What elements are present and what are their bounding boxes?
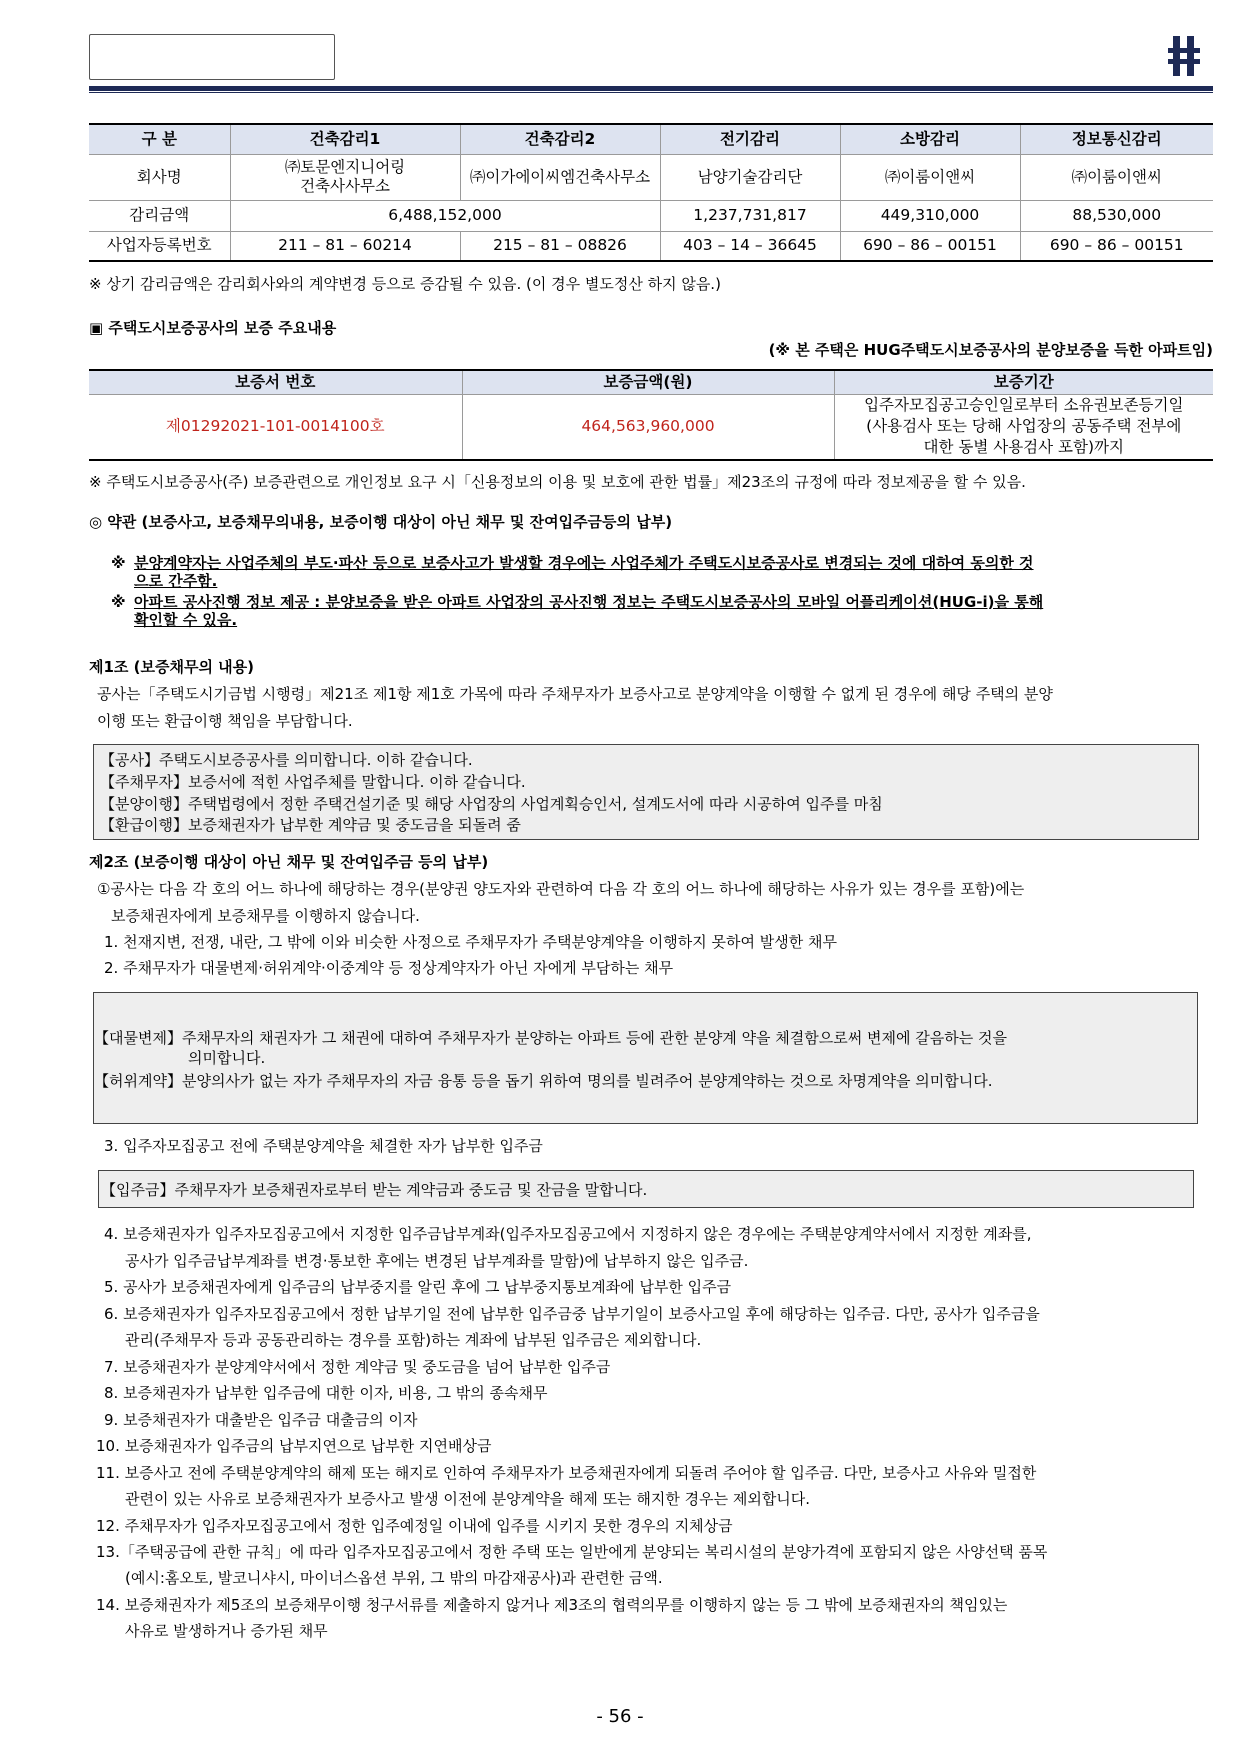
list-item: 14. 보증채권자가 제5조의 보증채무이행 청구서류를 제출하지 않거나 제3조의 협력의무를 이행하지 않는 등 그 밖에 보증채권자의 책임있는 bbox=[96, 1596, 1008, 1614]
list-item: 10. 보증채권자가 입주금의 납부지연으로 납부한 지연배상금 bbox=[96, 1437, 492, 1455]
reg-number: 690 – 86 – 00151 bbox=[1020, 231, 1213, 261]
definition-line: 【대물변제】주채무자의 채권자가 그 채권에 대하여 주채무자가 분양하는 아파트 등에 관한 분양계 약을 체결함으로써 변제에 갈음하는 것을 bbox=[94, 1029, 1007, 1047]
definition-line: 【주채무자】보증서에 적힌 사업주체를 말합니다. 이하 같습니다. bbox=[100, 773, 526, 791]
definition-line: 【환급이행】보증채권자가 납부한 계약금 및 중도금을 되돌려 줌 bbox=[100, 816, 521, 834]
table-header: 정보통신감리 bbox=[1020, 124, 1213, 154]
definition-line: 【분양이행】주택법령에서 정한 주택건설기준 및 해당 사업장의 사업계획승인서, 설계도서에 따라 시공하여 입주를 마침 bbox=[100, 795, 883, 813]
reg-number: 215 – 81 – 08826 bbox=[460, 231, 660, 261]
definition-line: 의미합니다. bbox=[188, 1049, 266, 1067]
amount-cell: 449,310,000 bbox=[840, 200, 1020, 231]
list-item: 사유로 발생하거나 증가된 채무 bbox=[125, 1622, 328, 1640]
list-item: 4. 보증채권자가 입주자모집공고에서 지정한 입주금납부계좌(입주자모집공고에서 지정하지 않은 경우에는 주택분양계약서에서 지정한 계좌를, bbox=[104, 1225, 1032, 1243]
reg-number: 403 – 14 – 36645 bbox=[660, 231, 840, 261]
list-item: 공사가 입주금납부계좌를 변경·통보한 후에는 변경된 납부계좌를 말함)에 납부하지 않은 입주금. bbox=[125, 1252, 749, 1270]
header-title-box bbox=[89, 34, 335, 80]
company-name: ㈜이룸이앤씨 bbox=[840, 154, 1020, 200]
table-header: 건축감리2 bbox=[460, 124, 660, 154]
table-header: 보증서 번호 bbox=[89, 370, 462, 394]
list-item: 2. 주채무자가 대물변제·허위계약·이중계약 등 정상계약자가 아닌 자에게 부담하는 채무 bbox=[104, 959, 674, 977]
terms-note-line: 으로 간주함. bbox=[134, 572, 218, 590]
table-header: 구 분 bbox=[89, 124, 230, 154]
list-item: (예시:홈오토, 발코니샤시, 마이너스옵션 부위, 그 밖의 마감재공사)과 관련한 금액. bbox=[125, 1569, 663, 1587]
definitions-box bbox=[93, 992, 1198, 1124]
definitions-box bbox=[98, 1170, 1194, 1208]
table-header: 소방감리 bbox=[840, 124, 1020, 154]
terms-title: ◎ 약관 (보증사고, 보증채무의내용, 보증이행 대상이 아닌 채무 및 잔여입주금등의 납부) bbox=[89, 513, 673, 531]
table-header: 보증금액(원) bbox=[462, 370, 834, 394]
amount-cell: 6,488,152,000 bbox=[230, 200, 660, 231]
table-header: 전기감리 bbox=[660, 124, 840, 154]
list-item: 6. 보증채권자가 입주자모집공고에서 정한 납부기일 전에 납부한 입주금중 납부기일이 보증사고일 후에 해당하는 입주금. 다만, 공사가 입주금을 bbox=[104, 1305, 1040, 1323]
section-guarantee-title: ▣ 주택도시보증공사의 보증 주요내용 bbox=[89, 319, 337, 337]
header-divider-thin bbox=[89, 92, 1213, 93]
amount-cell: 88,530,000 bbox=[1020, 200, 1213, 231]
guarantee-period: 입주자모집공고승인일로부터 소유권보존등기일 (사용검사 또는 당해 사업장의 공동주택 전부에 대한 동별 사용검사 포함)까지 bbox=[834, 394, 1213, 460]
supervision-note: ※ 상기 감리금액은 감리회사와의 계약변경 등으로 증감될 수 있음. (이 경우 별도정산 하지 않음.) bbox=[89, 275, 721, 293]
list-item: 8. 보증채권자가 납부한 입주금에 대한 이자, 비용, 그 밖의 종속채무 bbox=[104, 1384, 548, 1402]
company-name: ㈜이가에이씨엠건축사무소 bbox=[460, 154, 660, 200]
article2-title: 제2조 (보증이행 대상이 아닌 채무 및 잔여입주금 등의 납부) bbox=[89, 853, 489, 871]
reg-number: 690 – 86 – 00151 bbox=[840, 231, 1020, 261]
definition-line: 【공사】주택도시보증공사를 의미합니다. 이하 같습니다. bbox=[100, 751, 473, 769]
article1-text: 이행 또는 환급이행 책임을 부담합니다. bbox=[97, 712, 353, 730]
company-name: ㈜토문엔지니어링 건축사사무소 bbox=[230, 154, 460, 200]
row-label: 사업자등록번호 bbox=[106, 236, 212, 255]
guarantee-number: 제01292021-101-0014100호 bbox=[165, 417, 385, 436]
reg-number: 211 – 81 – 60214 bbox=[230, 231, 460, 261]
list-item: 7. 보증채권자가 분양계약서에서 정한 계약금 및 중도금을 넘어 납부한 입주금 bbox=[104, 1358, 611, 1376]
guarantee-amount: 464,563,960,000 bbox=[462, 394, 834, 460]
terms-note-mark: ※ bbox=[111, 554, 126, 572]
header-divider bbox=[89, 86, 1213, 91]
guarantee-note: (※ 본 주택은 HUG주택도시보증공사의 분양보증을 득한 아파트임) bbox=[768, 341, 1213, 359]
table-header: 보증기간 bbox=[834, 370, 1213, 394]
list-item: 1. 천재지변, 전쟁, 내란, 그 밖에 이와 비슷한 사정으로 주채무자가 주택분양계약을 이행하지 못하여 발생한 채무 bbox=[104, 933, 837, 951]
article2-text: 보증채권자에게 보증채무를 이행하지 않습니다. bbox=[111, 907, 420, 925]
guarantee-table bbox=[89, 369, 1213, 461]
page-number: - 56 - bbox=[596, 1706, 644, 1727]
privacy-note: ※ 주택도시보증공사(주) 보증관련으로 개인정보 요구 시「신용정보의 이용 및 보호에 관한 법률」제23조의 규정에 따라 정보제공을 할 수 있음. bbox=[89, 473, 1026, 491]
definition-line: 【허위계약】분양의사가 없는 자가 주채무자의 자금 융통 등을 돕기 위하여 명의를 빌려주어 분양계약하는 것으로 차명계약을 의미합니다. bbox=[94, 1072, 993, 1090]
terms-note-line: 확인할 수 있음. bbox=[134, 611, 238, 629]
terms-note-mark: ※ bbox=[111, 593, 126, 611]
definition-line: 【입주금】주채무자가 보증채권자로부터 받는 계약금과 중도금 및 잔금을 말합니다. bbox=[101, 1181, 648, 1199]
list-item: 5. 공사가 보증채권자에게 입주금의 납부중지를 알린 후에 그 납부중지통보계좌에 납부한 입주금 bbox=[104, 1278, 732, 1296]
list-item: 3. 입주자모집공고 전에 주택분양계약을 체결한 자가 납부한 입주금 bbox=[104, 1137, 543, 1155]
terms-note-line: 아파트 공사진행 정보 제공 : 분양보증을 받은 아파트 사업장의 공사진행 정보는 주택도시보증공사의 모바일 어플리케이션(HUG-i)을 통해 bbox=[134, 593, 1044, 611]
row-label: 감리금액 bbox=[89, 200, 230, 231]
terms-note-line: 분양계약자는 사업주체의 부도·파산 등으로 보증사고가 발생할 경우에는 사업주체가 주택도시보증공사로 변경되는 것에 대하여 동의한 것 bbox=[134, 554, 1034, 572]
article2-text: ①공사는 다음 각 호의 어느 하나에 해당하는 경우(분양권 양도자와 관련하여 다음 각 호의 어느 하나에 해당하는 사유가 있는 경우를 포함)에는 bbox=[97, 880, 1025, 898]
row-label: 회사명 bbox=[89, 154, 230, 200]
list-item: 관련이 있는 사유로 보증채권자가 보증사고 발생 이전에 분양계약을 해제 또는 해지한 경우는 제외합니다. bbox=[125, 1490, 811, 1508]
list-item: 13.「주택공급에 관한 규칙」에 따라 입주자모집공고에서 정한 주택 또는 일반에게 분양되는 복리시설의 분양가격에 포함되지 않은 사양선택 품목 bbox=[96, 1543, 1048, 1561]
article1-title: 제1조 (보증채무의 내용) bbox=[89, 658, 255, 676]
company-name: ㈜이룸이앤씨 bbox=[1020, 154, 1213, 200]
table-header: 건축감리1 bbox=[230, 124, 460, 154]
list-item: 11. 보증사고 전에 주택분양계약의 해제 또는 해지로 인하여 주채무자가 보증채권자에게 되돌려 주어야 할 입주금. 다만, 보증사고 사유와 밀접한 bbox=[96, 1464, 1037, 1482]
article1-text: 공사는「주택도시기금법 시행령」제21조 제1항 제1호 가목에 따라 주채무자가 보증사고로 분양계약을 이행할 수 없게 된 경우에 해당 주택의 분양 bbox=[97, 685, 1053, 703]
supervision-table bbox=[89, 123, 1213, 262]
list-item: 9. 보증채권자가 대출받은 입주금 대출금의 이자 bbox=[104, 1411, 418, 1429]
company-logo-icon bbox=[1158, 30, 1218, 82]
list-item: 관리(주채무자 등과 공동관리하는 경우를 포함)하는 계좌에 납부된 입주금은 제외합니다. bbox=[125, 1331, 702, 1349]
company-name: 남양기술감리단 bbox=[660, 154, 840, 200]
list-item: 12. 주채무자가 입주자모집공고에서 정한 입주예정일 이내에 입주를 시키지 못한 경우의 지체상금 bbox=[96, 1517, 733, 1535]
definitions-box bbox=[93, 744, 1199, 840]
amount-cell: 1,237,731,817 bbox=[660, 200, 840, 231]
